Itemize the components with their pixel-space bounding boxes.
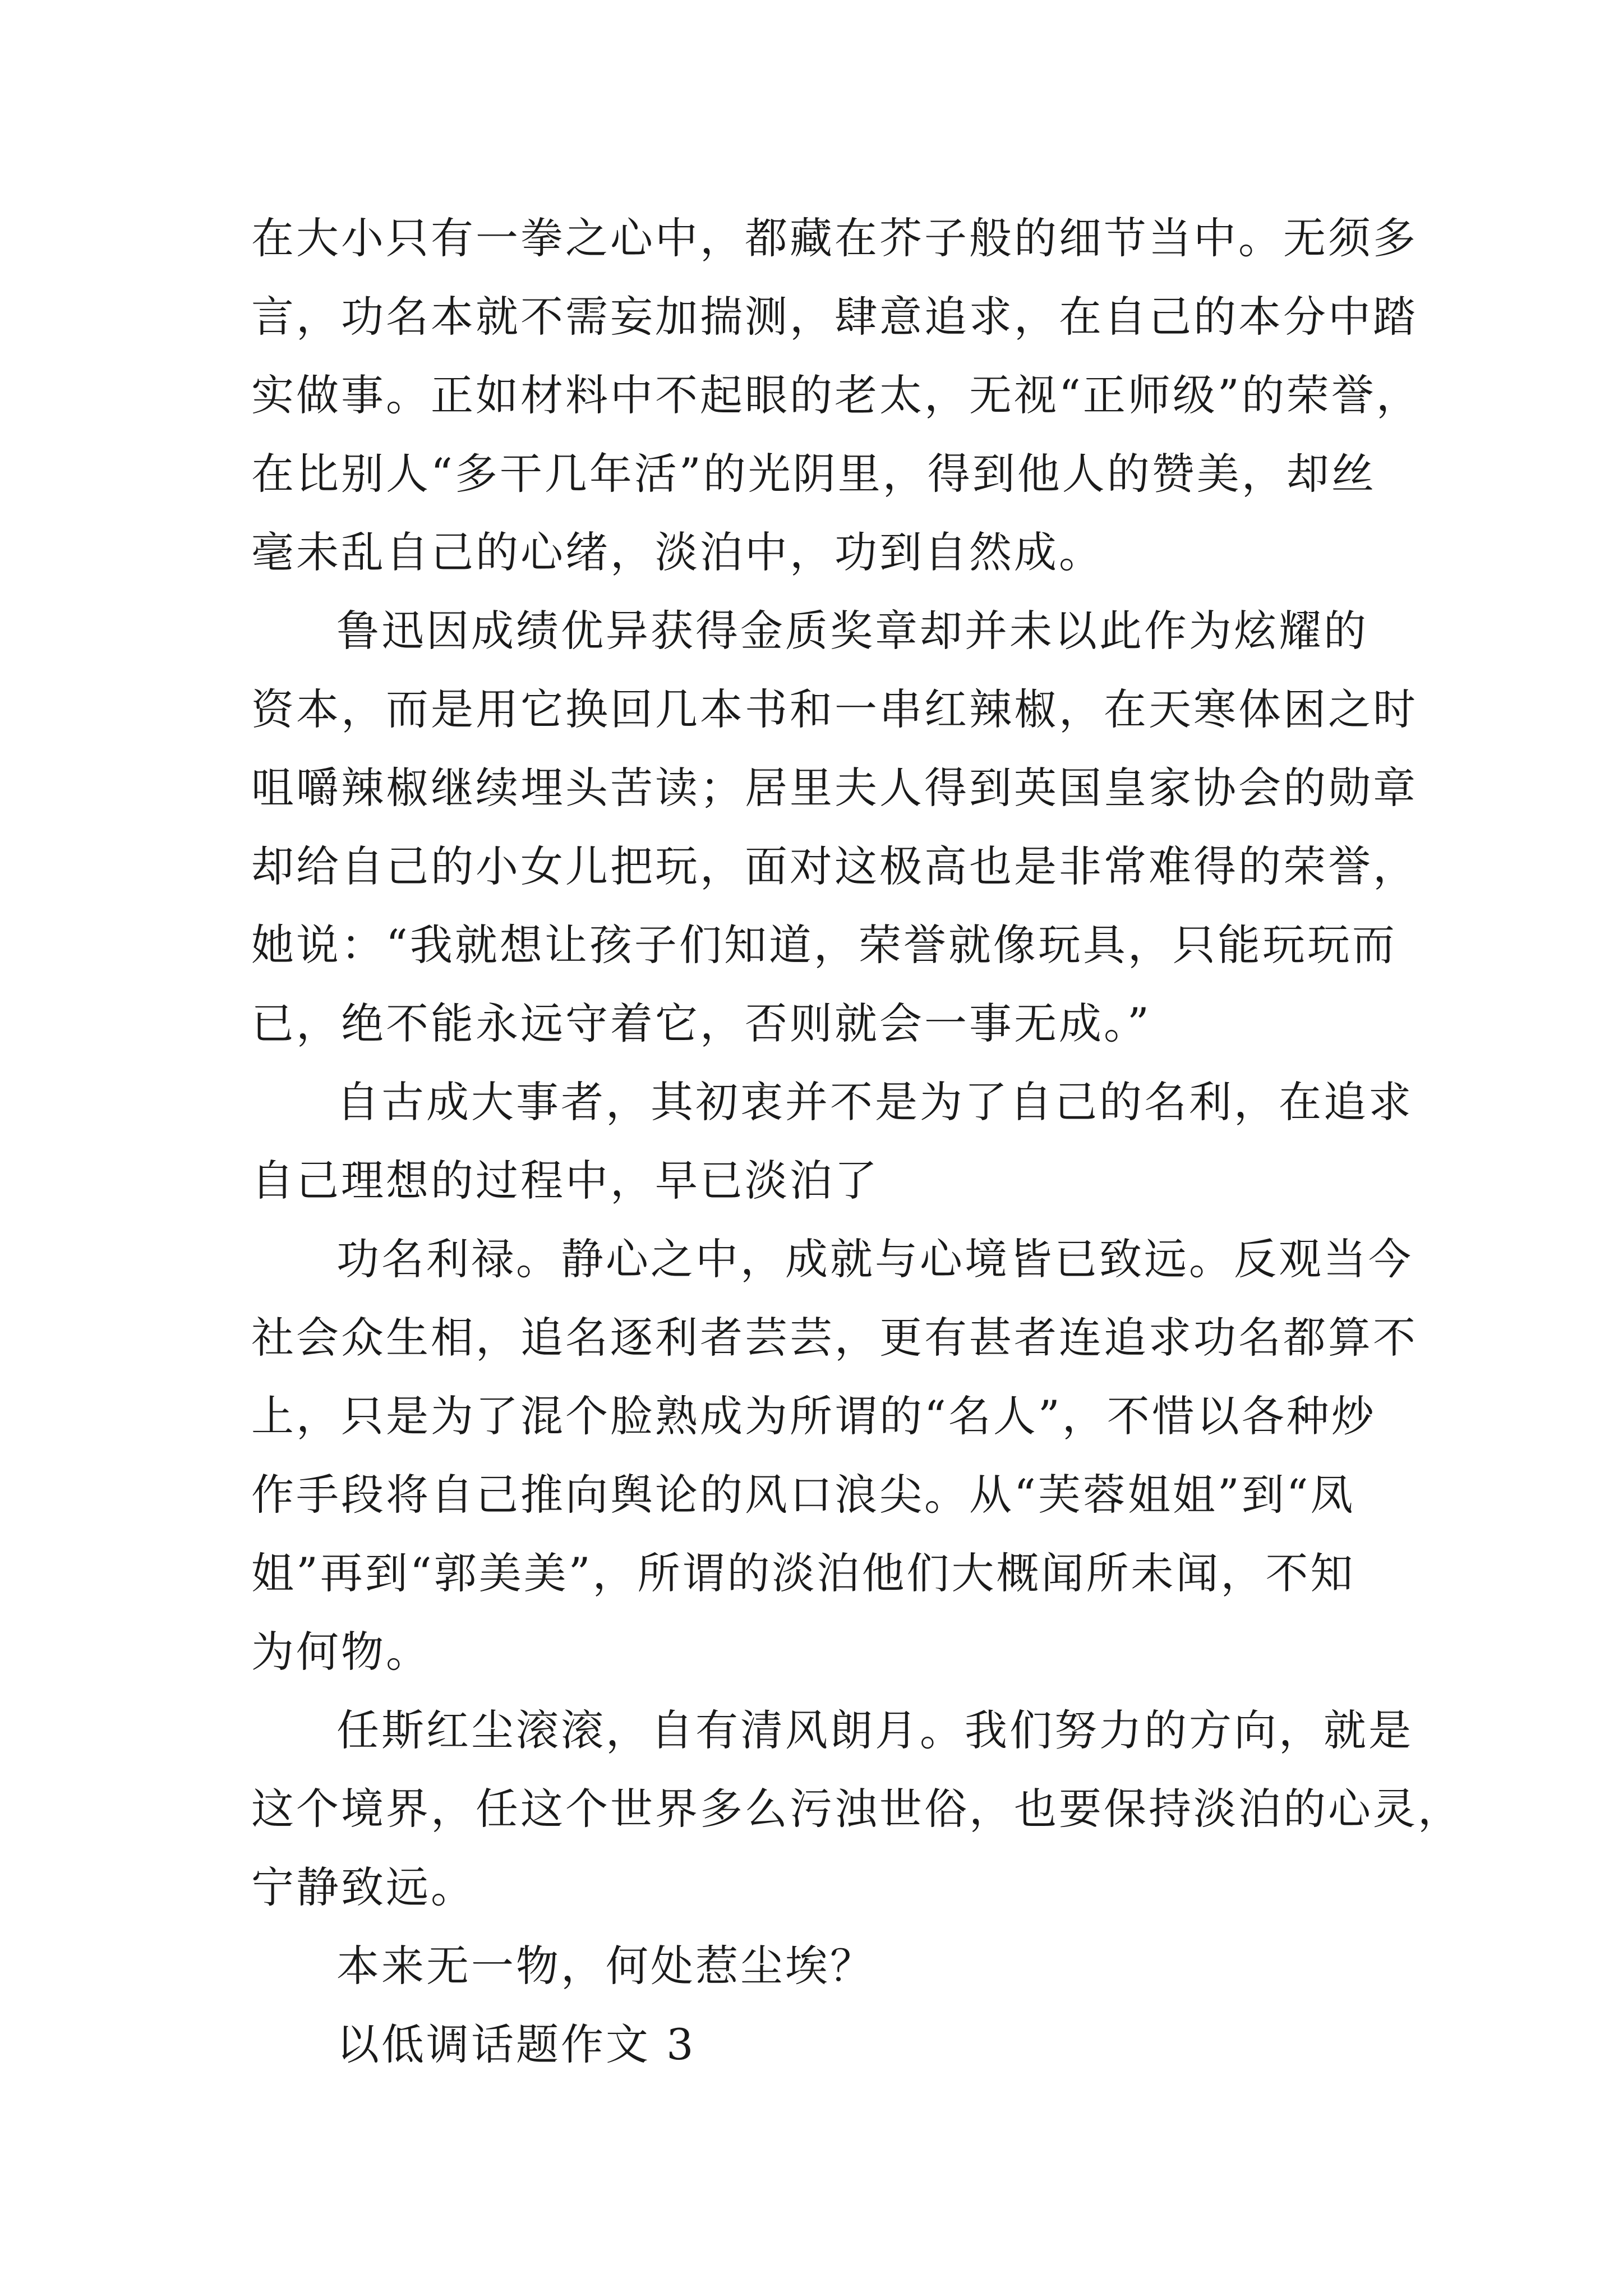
text-line: 资本，而是用它换回几本书和一串红辣椒，在天寒体困之时 [251,684,1418,734]
text-line: 宁静致远。 [251,1862,476,1912]
text-line: 实做事。正如材料中不起眼的老太，无视“正师级”的荣誉， [251,370,1421,420]
text-line: 在大小只有一拳之心中，都藏在芥子般的细节当中。无须多 [251,213,1418,263]
paragraph-start-line: 功名利禄。静心之中，成就与心境皆已致远。反观当今 [336,1234,1413,1284]
text-line: 却给自己的小女儿把玩，面对这极高也是非常难得的荣誉， [251,841,1418,891]
text-line: 在比别人“多干几年活”的光阴里，得到他人的赞美，却丝 [251,449,1376,499]
text-line: 为何物。 [251,1627,431,1677]
text-line: 咀嚼辣椒继续埋头苦读；居里夫人得到英国皇家协会的勋章 [251,763,1418,813]
text-line: 社会众生相，追名逐利者芸芸，更有甚者连追求功名都算不 [251,1313,1418,1363]
text-line: 毫未乱自己的心绪，淡泊中，功到自然成。 [251,527,1104,577]
text-line: 自己理想的过程中，早已淡泊了 [251,1156,879,1205]
text-line: 上，只是为了混个脸熟成为所谓的“名人”，不惜以各种炒 [251,1391,1376,1441]
paragraph-start-line: 自古成大事者，其初衷并不是为了自己的名利，在追求 [336,1077,1413,1127]
text-line: 作手段将自己推向舆论的风口浪尖。从“芙蓉姐姐”到“凤 [251,1470,1355,1520]
text-line: 言，功名本就不需妄加揣测，肆意追求，在自己的本分中踏 [251,292,1418,342]
document-page [251,199,1463,2084]
text-line: 姐”再到“郭美美”，所谓的淡泊他们大概闻所未闻，不知 [251,1548,1355,1598]
section-heading: 以低调话题作文 3 [336,2019,696,2069]
paragraph-start-line: 鲁迅因成绩优异获得金质奖章却并未以此作为炫耀的 [336,606,1368,656]
text-line: 这个境界，任这个世界多么污浊世俗，也要保持淡泊的心灵， [251,1784,1463,1834]
text-line: 已，绝不能永远守着它，否则就会一事无成。” [251,999,1151,1048]
paragraph-start-line: 本来无一物，何处惹尘埃？ [336,1941,875,1991]
text-line: 她说：“我就想让孩子们知道，荣誉就像玩具，只能玩玩而 [251,920,1397,970]
paragraph-start-line: 任斯红尘滚滚，自有清风朗月。我们努力的方向，就是 [336,1705,1413,1755]
